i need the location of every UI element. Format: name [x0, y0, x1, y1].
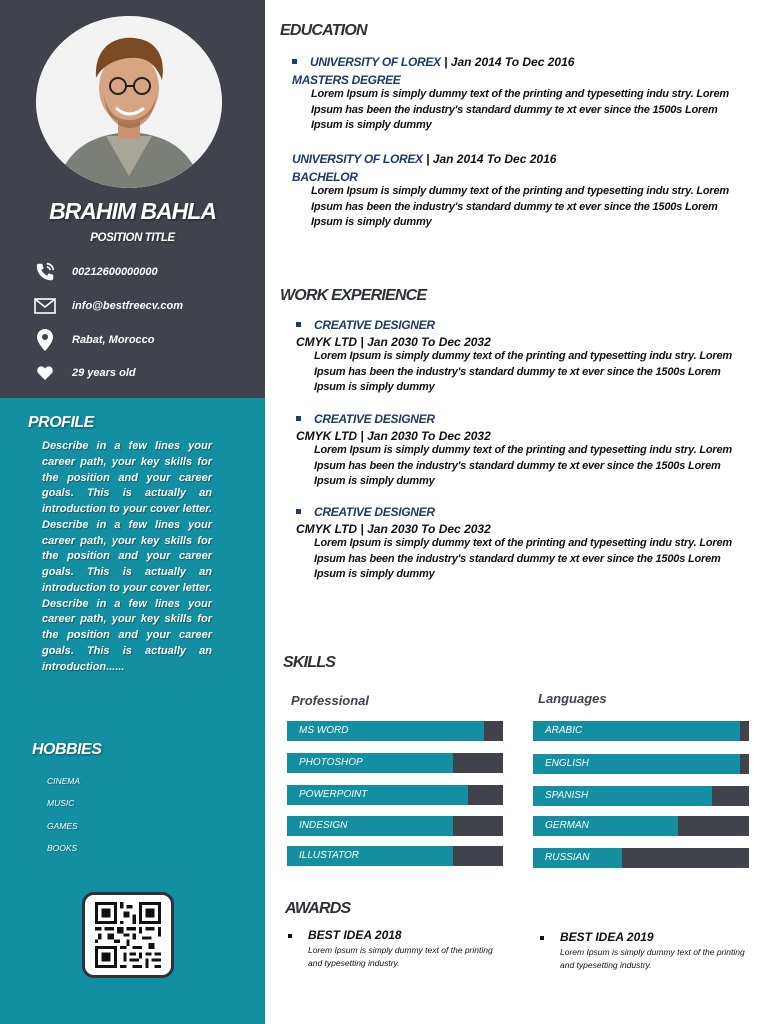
education-description: Lorem Ipsum is simply dummy text of the printing and typesetting indu stry. Lorem Ipsum has been the industry's standard dummy te xt ever since the 1500s Lorem Ipsum is simply dummy — [311, 88, 729, 131]
award-description: Lorem Ipsum is simply dummy text of the printing and typesetting industry. — [560, 947, 745, 970]
language-name: ARABIC — [545, 725, 583, 736]
skill-bar-photoshop — [287, 753, 503, 773]
heart-icon — [32, 362, 58, 384]
work-role: CREATIVE DESIGNER — [314, 318, 435, 332]
work-role: CREATIVE DESIGNER — [314, 412, 435, 426]
language-name: SPANISH — [545, 790, 589, 801]
work-heading: WORK EXPERIENCE — [280, 287, 427, 304]
award-entry — [288, 928, 498, 969]
skill-name: ILLUSTATOR — [299, 850, 360, 861]
education-heading: EDUCATION — [280, 22, 367, 39]
education-school: UNIVERSITY OF LOREX — [310, 55, 441, 69]
hobbies-heading: HOBBIES — [32, 741, 102, 758]
award-entry — [540, 930, 750, 971]
skill-name: INDESIGN — [299, 820, 348, 831]
bullet — [296, 322, 301, 327]
skill-name: POWERPOINT — [299, 789, 368, 800]
professional-skills-label: Professional — [291, 693, 370, 708]
location-text: Rabat, Morocco — [72, 334, 155, 346]
award-title: BEST IDEA 2018 — [308, 928, 402, 942]
education-dates: | Jan 2014 To Dec 2016 — [440, 55, 575, 69]
bullet — [296, 509, 301, 514]
bullet — [288, 934, 292, 938]
candidate-name: BRAHIM BAHLA — [49, 198, 216, 224]
education-description: Lorem Ipsum is simply dummy text of the printing and typesetting indu stry. Lorem Ipsum has been the industry's standard dummy te xt ever since the 1500s Lorem Ipsum is simply dummy — [311, 185, 729, 228]
bullet — [540, 936, 544, 940]
work-company: CMYK LTD | Jan 2030 To Dec 2032 — [296, 429, 491, 443]
bullet — [292, 59, 297, 64]
work-description: Lorem Ipsum is simply dummy text of the printing and typesetting indu stry. Lorem Ipsum has been the industry's standard dummy te xt ever since the 1500s Lorem Ipsum is simply dummy — [314, 350, 732, 393]
language-name: ENGLISH — [545, 758, 589, 769]
profile-heading: PROFILE — [28, 414, 94, 431]
phone-icon — [32, 261, 58, 283]
work-role: CREATIVE DESIGNER — [314, 505, 435, 519]
skill-bar-indesign — [287, 816, 503, 836]
work-company: CMYK LTD | Jan 2030 To Dec 2032 — [296, 335, 491, 349]
education-degree: BACHELOR — [292, 170, 358, 184]
contact-location — [32, 328, 155, 352]
skill-name: PHOTOSHOP — [299, 757, 363, 768]
language-bar-arabic — [533, 721, 749, 741]
education-entry — [292, 53, 752, 134]
work-entry — [296, 316, 746, 396]
hobby-item: MUSIC — [47, 798, 75, 808]
awards-heading: AWARDS — [285, 900, 351, 917]
education-school: UNIVERSITY OF LOREX — [292, 152, 423, 166]
award-title: BEST IDEA 2019 — [560, 930, 654, 944]
language-bar-english — [533, 754, 749, 774]
position-title: POSITION TITLE — [90, 232, 175, 244]
contact-email — [32, 294, 183, 318]
education-dates: | Jan 2014 To Dec 2016 — [422, 152, 557, 166]
bullet — [296, 416, 301, 421]
qr-code — [82, 892, 174, 978]
languages-label: Languages — [538, 691, 607, 706]
location-pin-icon — [32, 329, 58, 351]
envelope-icon — [32, 295, 58, 317]
skill-bar-powerpoint — [287, 785, 503, 805]
skill-name: MS WORD — [299, 725, 349, 736]
hobby-item: CINEMA — [47, 776, 81, 786]
work-company: CMYK LTD | Jan 2030 To Dec 2032 — [296, 522, 491, 536]
hobby-item: BOOKS — [47, 843, 78, 853]
work-description: Lorem Ipsum is simply dummy text of the printing and typesetting indu stry. Lorem Ipsum has been the industry's standard dummy te xt ever since the 1500s Lorem Ipsum is simply dummy — [314, 537, 732, 580]
hobby-item: GAMES — [47, 821, 78, 831]
work-entry — [296, 503, 746, 583]
language-bar-german — [533, 816, 749, 836]
language-name: RUSSIAN — [545, 852, 590, 863]
education-entry — [292, 150, 752, 231]
profile-text: Describe in a few lines your career path, your key skills for the position and your career goals. This is actually an introduction to your cover letter. Describe in a few lines your career path, your key skills for the position and your career goals. This is actually an introduction to your cover letter. Describe in a few lines your career path, your key skills for the position and your career goals. This is actually an introduction...... — [42, 440, 212, 673]
work-description: Lorem Ipsum is simply dummy text of the printing and typesetting indu stry. Lorem Ipsum has been the industry's standard dummy te xt ever since the 1500s Lorem Ipsum is simply dummy — [314, 444, 732, 487]
award-description: Lorem Ipsum is simply dummy text of the printing and typesetting industry. — [308, 945, 493, 968]
skill-bar-illustrator — [287, 846, 503, 866]
skill-bar-ms-word — [287, 721, 503, 741]
profile-photo — [36, 16, 222, 188]
age-text: 29 years old — [72, 367, 136, 379]
education-degree: MASTERS DEGREE — [292, 73, 401, 87]
email-text: info@bestfreecv.com — [72, 300, 183, 312]
work-entry — [296, 410, 746, 490]
skills-heading: SKILLS — [283, 654, 336, 671]
language-bar-russian — [533, 848, 749, 868]
phone-text: 00212600000000 — [72, 266, 158, 278]
contact-phone — [32, 260, 158, 284]
language-name: GERMAN — [545, 820, 589, 831]
language-bar-spanish — [533, 786, 749, 806]
contact-age — [32, 361, 136, 385]
